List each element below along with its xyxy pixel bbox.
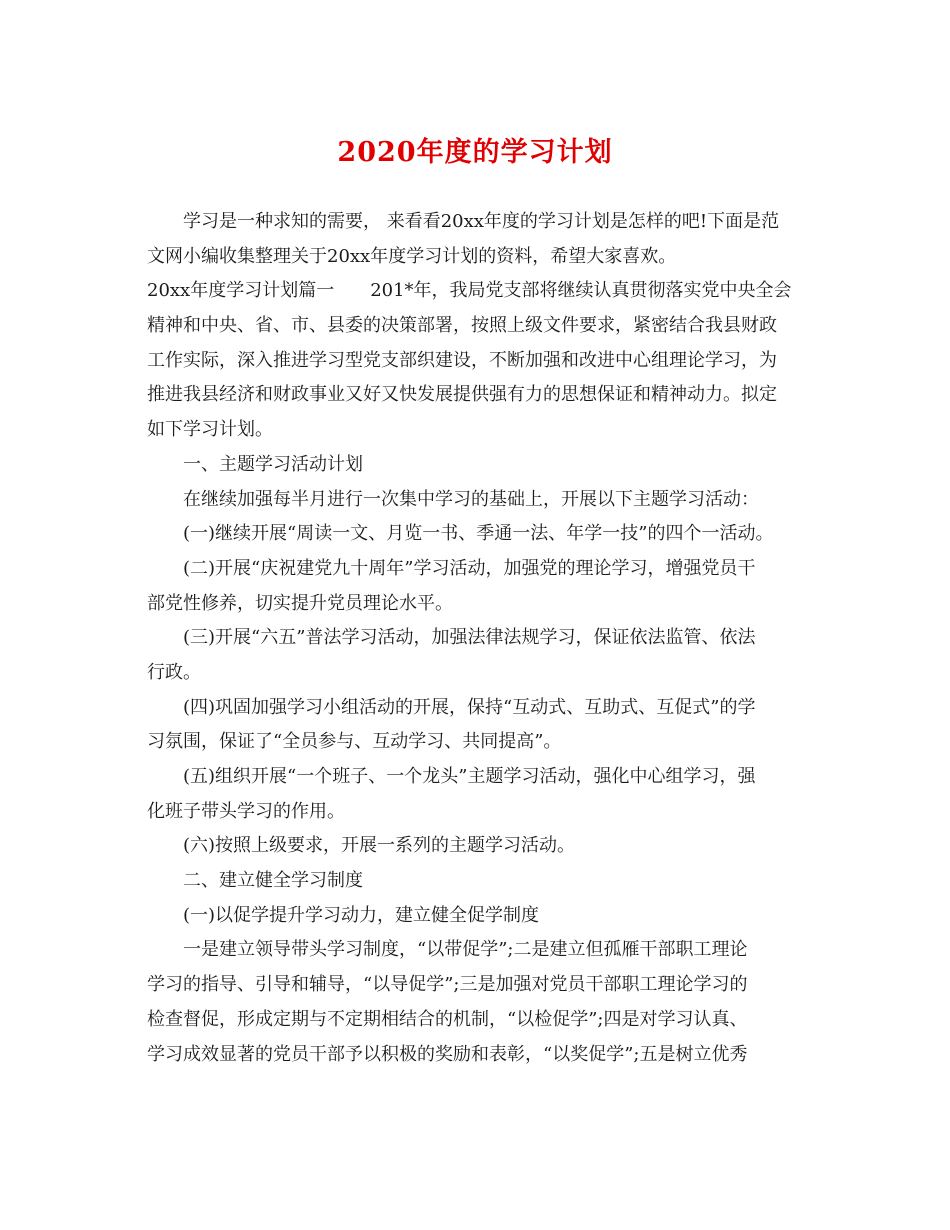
text-line: 化班子带头学习的作用。 <box>147 800 345 822</box>
text-line: (二)开展“庆祝建党九十周年”学习活动，加强党的理论学习，增强党员干 <box>183 557 756 579</box>
text-line: 在继续加强每半月进行一次集中学习的基础上，开展以下主题学习活动： <box>183 488 759 510</box>
text-line: (四)巩固加强学习小组活动的开展，保持“互动式、互助式、互促式”的学 <box>183 696 756 718</box>
text-line: 习氛围，保证了“全员参与、互动学习、共同提高”。 <box>147 731 562 753</box>
text-line: 部党性修养，切实提升党员理论水平。 <box>147 592 453 614</box>
document-body <box>147 205 807 1072</box>
text-line: (一)以促学提升学习动力，建立健全促学制度 <box>183 904 540 926</box>
text-line: 20xx年度学习计划篇一 201*年，我局党支部将继续认真贯彻落实党中央全会 <box>147 280 792 302</box>
text-line: (六)按照上级要求，开展一系列的主题学习活动。 <box>183 835 576 857</box>
text-line: 学习成效显著的党员干部予以积极的奖励和表彰，“以奖促学”;五是树立优秀 <box>147 1043 748 1065</box>
text-line: 精神和中央、省、市、县委的决策部署，按照上级文件要求，紧密结合我县财政 <box>147 315 777 337</box>
text-line: 文网小编收集整理关于20xx年度学习计划的资料，希望大家喜欢。 <box>147 245 677 267</box>
document-title: 2020年度的学习计划 <box>337 137 613 168</box>
text-line: 行政。 <box>147 661 201 683</box>
text-line: 推进我县经济和财政事业又好又快发展提供强有力的思想保证和精神动力。拟定 <box>147 384 777 406</box>
text-line: 一是建立领导带头学习制度，“以带促学”;二是建立但孤雁干部职工理论 <box>183 939 748 961</box>
text-line: 检查督促，形成定期与不定期相结合的机制，“以检促学”;四是对学习认真、 <box>147 1008 748 1030</box>
text-line: (五)组织开展“一个班子、一个龙头”主题学习活动，强化中心组学习，强 <box>183 766 756 787</box>
text-line: 学习是一种求知的需要， 来看看20xx年度的学习计划是怎样的吧!下面是范 <box>183 211 780 232</box>
text-line: 学习的指导、引导和辅导，“以导促学”;三是加强对党员干部职工理论学习的 <box>147 974 748 996</box>
text-line: 如下学习计划。 <box>147 419 273 441</box>
text-line: (一)继续开展“周读一文、月览一书、季通一法、年学一技”的四个一活动。 <box>183 523 774 545</box>
text-line: 二、建立健全学习制度 <box>183 870 363 892</box>
text-line: 一、主题学习活动计划 <box>183 453 363 475</box>
text-line: 工作实际，深入推进学习型党支部织建设，不断加强和改进中心组理论学习，为 <box>147 349 777 371</box>
text-line: (三)开展“六五”普法学习活动，加强法律法规学习，保证依法监管、依法 <box>183 627 756 649</box>
